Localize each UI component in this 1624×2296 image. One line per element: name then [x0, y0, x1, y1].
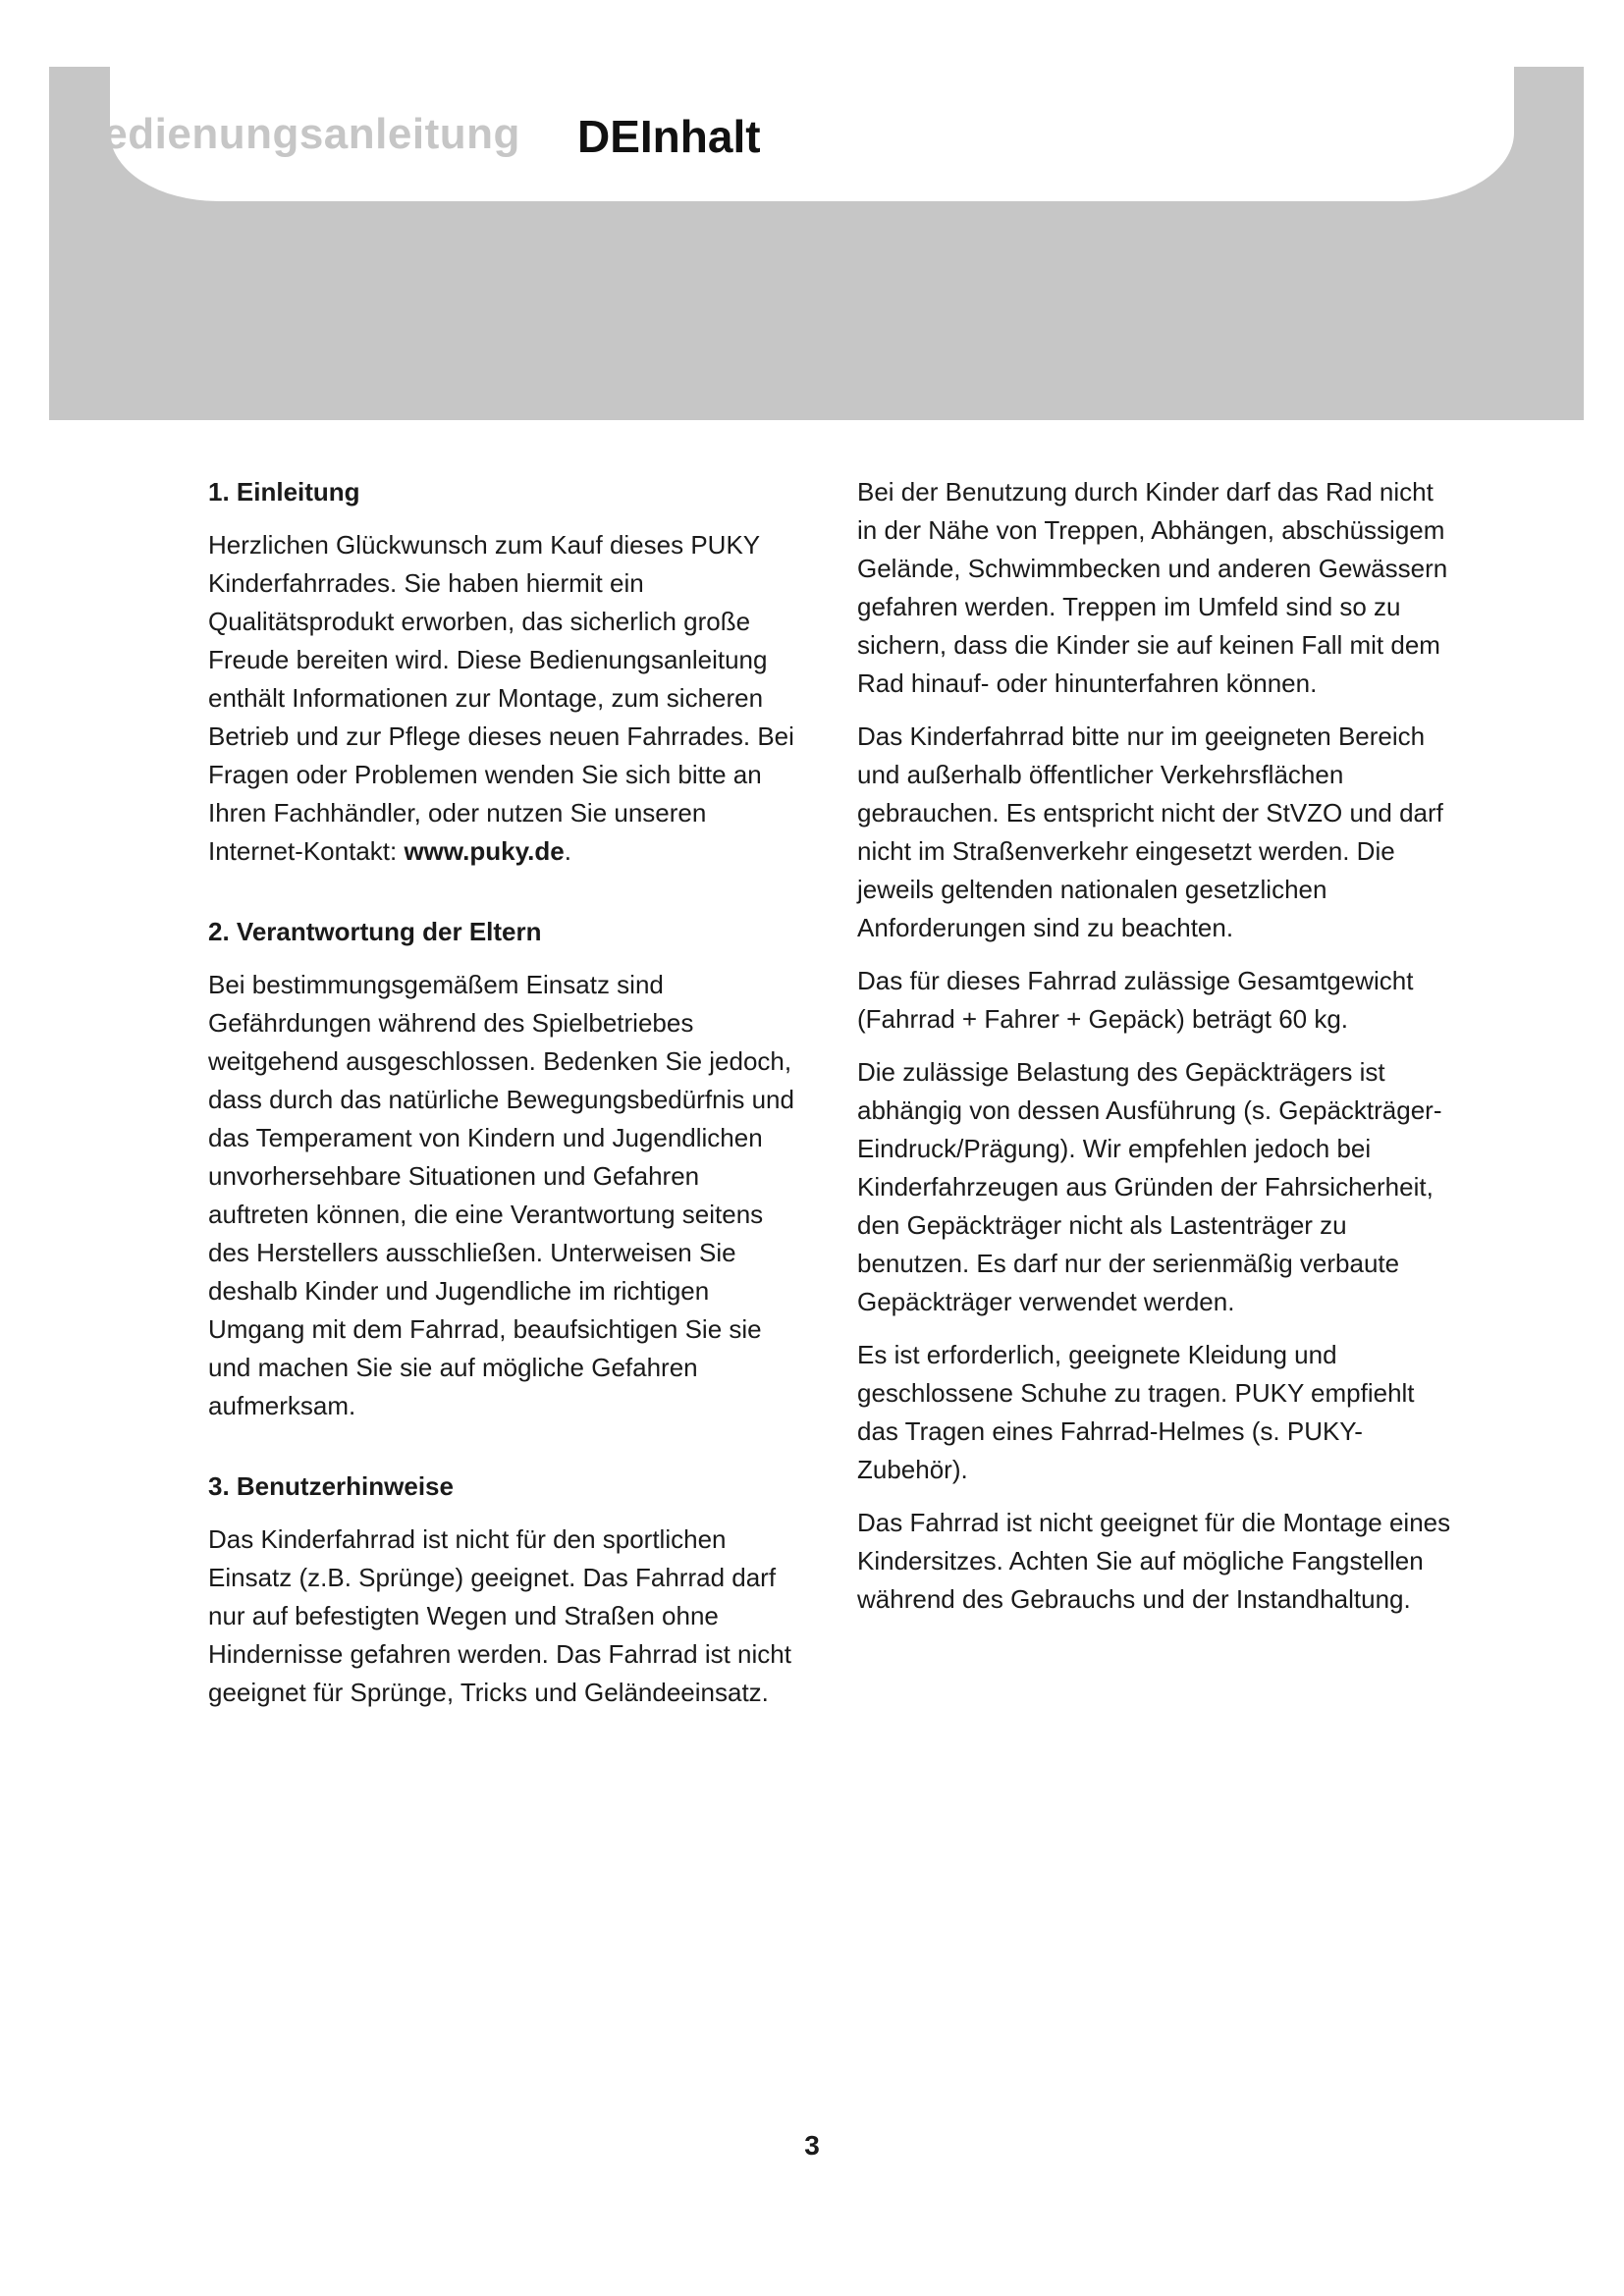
paragraph-kleidung: Es ist erforderlich, geeignete Kleidung und geschlossene Schuhe zu tragen. PUKY empfiehlt das Tragen eines Fahrrad-Helmes (s. PUKY-Zubehör).	[857, 1340, 1415, 1484]
paragraph-gesamtgewicht: Das für dieses Fahrrad zulässige Gesamtgewicht (Fahrrad + Fahrer + Gepäck) beträgt 60 kg.	[857, 966, 1414, 1034]
paragraph-einleitung-end: .	[564, 836, 571, 866]
paragraph-verkehrsflaechen: Das Kinderfahrrad bitte nur im geeigneten Bereich und außerhalb öffentlicher Verkehrsflächen gebrauchen. Es entspricht nicht der StVZO und darf nicht im Straßenverkehr eingesetzt werden. Die jeweils geltenden nationalen gesetzlichen Anforderungen sind zu beachten.	[857, 721, 1443, 942]
paragraph-treppen: Bei der Benutzung durch Kinder darf das Rad nicht in der Nähe von Treppen, Abhängen, abschüssigem Gelände, Schwimmbecken und anderen Gewässern gefahren werden. Treppen im Umfeld sind so zu sichern, dass die Kinder sie auf keinen Fall mit dem Rad hinauf- oder hinunterfahren können.	[857, 477, 1448, 698]
section-heading-einleitung: 1. Einleitung	[208, 477, 360, 507]
right-column	[857, 473, 1456, 1633]
paragraph-kindersitz: Das Fahrrad ist nicht geeignet für die Montage eines Kindersitzes. Achten Sie auf mögliche Fangstellen während des Gebrauchs und der Instandhaltung.	[857, 1508, 1451, 1614]
section-heading-benutzerhinweise: 3. Benutzerhinweise	[208, 1471, 454, 1501]
paragraph-benutzerhinweise: Das Kinderfahrrad ist nicht für den sportlichen Einsatz (z.B. Sprünge) geeignet. Das Fahrrad darf nur auf befestigten Wegen und Straßen ohne Hindernisse gefahren werden. Das Fahrrad ist nicht geeignet für Sprünge, Tricks und Geländeeinsatz.	[208, 1524, 791, 1707]
document-title: Bedienungsanleitung	[72, 110, 520, 158]
paragraph-einleitung-text: Herzlichen Glückwunsch zum Kauf dieses PUKY Kinderfahrrades. Sie haben hiermit ein Qualitätsprodukt erworben, das sicherlich große Freude bereiten wird. Diese Bedienungsanleitung enthält Informationen zur Montage, zum sicheren Betrieb und zur Pflege dieses neuen Fahrrades. Bei Fragen oder Problemen wenden Sie sich bitte an Ihren Fachhändler, oder nutzen Sie unseren Internet-Kontakt:	[208, 530, 794, 866]
paragraph-verantwortung: Bei bestimmungsgemäßem Einsatz sind Gefährdungen während des Spielbetriebes weitgehend ausgeschlossen. Bedenken Sie jedoch, dass durch das natürliche Bewegungsbedürfnis und das Temperament von Kindern und Jugendlichen unvorhersehbare Situationen und Gefahren auftreten können, die eine Verantwortung seitens des Herstellers ausschließen. Unterweisen Sie deshalb Kinder und Jugendliche im richtigen Umgang mit dem Fahrrad, beaufsichtigen Sie sie und machen Sie sie auf mögliche Gefahren aufmerksam.	[208, 970, 794, 1420]
section-heading-verantwortung: 2. Verantwortung der Eltern	[208, 917, 542, 946]
page-number: 3	[804, 2130, 820, 2161]
paragraph-einleitung	[208, 526, 797, 871]
section-title: DEInhalt	[577, 111, 761, 162]
paragraph-gepaecktraeger: Die zulässige Belastung des Gepäckträgers ist abhängig von dessen Ausführung (s. Gepäckträger-Eindruck/Prägung). Wir empfehlen jedoch bei Kinderfahrzeugen aus Gründen der Fahrsicherheit, den Gepäckträger nicht als Lastenträger zu benutzen. Es darf nur der serienmäßig verbaute Gepäckträger verwendet werden.	[857, 1057, 1442, 1316]
left-column	[208, 473, 797, 1727]
website-link[interactable]: www.puky.de	[404, 836, 565, 866]
